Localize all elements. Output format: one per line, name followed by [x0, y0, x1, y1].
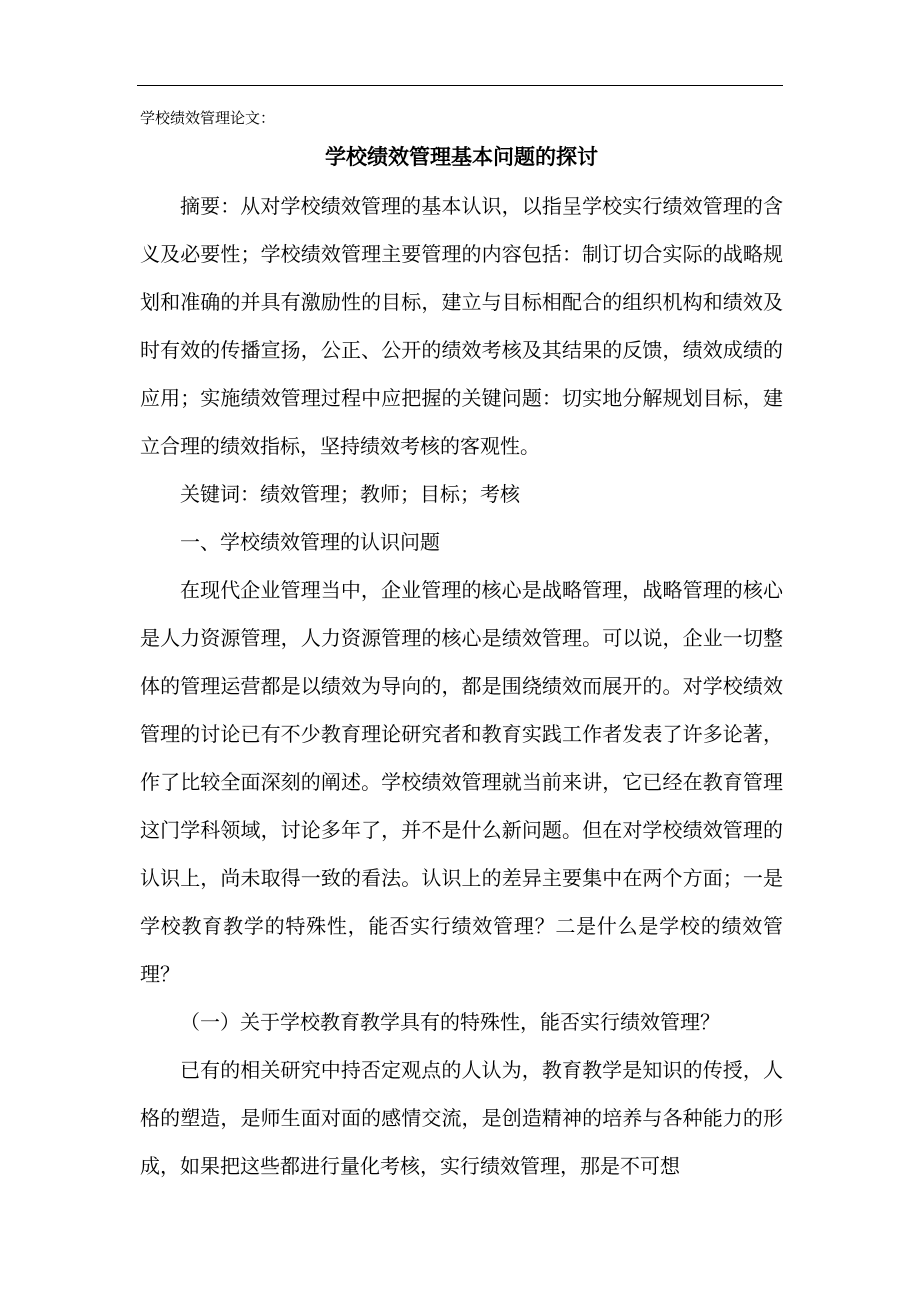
abstract-paragraph: 摘要：从对学校绩效管理的基本认识，以指呈学校实行绩效管理的含义及必要性；学校绩效管理主要管理的内容包括：制订切合实际的战略规划和准确的并具有激励性的目标，建立与目标相配合的组织机构和绩效及时有效的传播宣扬，公正、公开的绩效考核及其结果的反馈，绩效成绩的应用；实施绩效管理过程中应把握的关键问题：切实地分解规划目标，建立合理的绩效指标，坚持绩效考核的客观性。: [140, 194, 783, 458]
document-body: [140, 108, 783, 1190]
document-title: 学校绩效管理基本问题的探讨: [325, 145, 598, 169]
keywords-paragraph: 关键词：绩效管理；教师；目标；考核: [180, 482, 520, 506]
body-paragraph: 已有的相关研究中持否定观点的人认为，教育教学是知识的传授，人格的塑造，是师生面对面的感情交流，是创造精神的培养与各种能力的形成，如果把这些都进行量化考核，实行绩效管理，那是不可想: [140, 1058, 783, 1178]
header-label: 学校绩效管理论文：: [140, 109, 276, 127]
section-heading: 一、学校绩效管理的认识问题: [180, 530, 440, 554]
body-paragraph: 在现代企业管理当中，企业管理的核心是战略管理，战略管理的核心是人力资源管理，人力资源管理的核心是绩效管理。可以说，企业一切整体的管理运营都是以绩效为导向的，都是围绕绩效而展开的。对学校绩效管理的讨论已有不少教育理论研究者和教育实践工作者发表了许多论著，作了比较全面深刻的阐述。学校绩效管理就当前来讲，它已经在教育管理这门学科领域，讨论多年了，并不是什么新问题。但在对学校绩效管理的认识上，尚未取得一致的看法。认识上的差异主要集中在两个方面；一是学校教育教学的特殊性，能否实行绩效管理？二是什么是学校的绩效管理？: [140, 578, 783, 986]
subsection-heading: （一）关于学校教育教学具有的特殊性，能否实行绩效管理？: [180, 1010, 720, 1034]
header-rule: [137, 85, 783, 86]
